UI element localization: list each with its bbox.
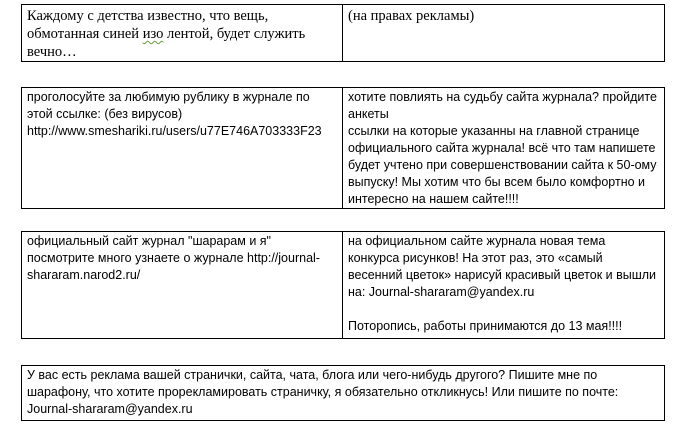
- advertising-note-cell: [343, 5, 665, 62]
- ad-table-3: [21, 231, 665, 339]
- ad-cell-blue-tape: [22, 5, 343, 62]
- contest-deadline: Поторопись, работы принимаются до 13 мая!!!!: [348, 319, 623, 333]
- vote-cell: [22, 88, 343, 209]
- survey-question: хотите повлиять на судьбу сайта журнала? пройдите анкеты: [348, 90, 657, 121]
- ad-table-2: [21, 87, 665, 209]
- official-site-text: официальный сайт журнал "шарарам и я" посмотрите много узнаете о журнале http://journal-shararam.narod2.ru/: [27, 234, 320, 282]
- blue-tape-text-start: Каждому с детства известно, что вещь, обмотанная синей: [27, 8, 269, 42]
- advertising-note: (на правах рекламы): [348, 8, 475, 24]
- vote-text: проголосуйте за любимую рублику в журнале по этой ссылке: (без вирусов) http://www.smeshariki.ru/users/u77E746A703333F23: [27, 90, 322, 138]
- contest-text: на официальном сайте журнала новая тема конкурса рисунков! На этот раз, это «самый весенний цветок» нарисуй красивый цветок и вышли на: Journal-shararam@yandex.ru: [348, 234, 657, 299]
- ad-table-1: [21, 4, 665, 62]
- survey-cell: [343, 88, 665, 209]
- blue-tape-text-end: лентой, будет служить вечно…: [27, 26, 306, 60]
- ad-table-4: [21, 365, 665, 421]
- survey-details: ссылки на которые указанны на главной странице официального сайта журнала! всё что там напишете будет учтено при совершенствовании сайта к 50-ому выпуску! Мы хотим что бы всем было комфортно и интересно на нашем сайте!!!!: [348, 124, 657, 206]
- official-site-cell: [22, 232, 343, 339]
- spellcheck-word: изо: [142, 26, 164, 42]
- paragraph-gap: [348, 301, 659, 318]
- contest-cell: [343, 232, 665, 339]
- advertise-offer-cell: [22, 366, 665, 421]
- advertise-offer-text: У вас есть реклама вашей странички, сайта, чата, блога или чего-нибудь другого? Пишите мне по шарафону, что хотите прорекламировать страничку, я обязательно откликнусь! Или пишите по почте: Journal-shararam@yandex.ru: [27, 368, 619, 416]
